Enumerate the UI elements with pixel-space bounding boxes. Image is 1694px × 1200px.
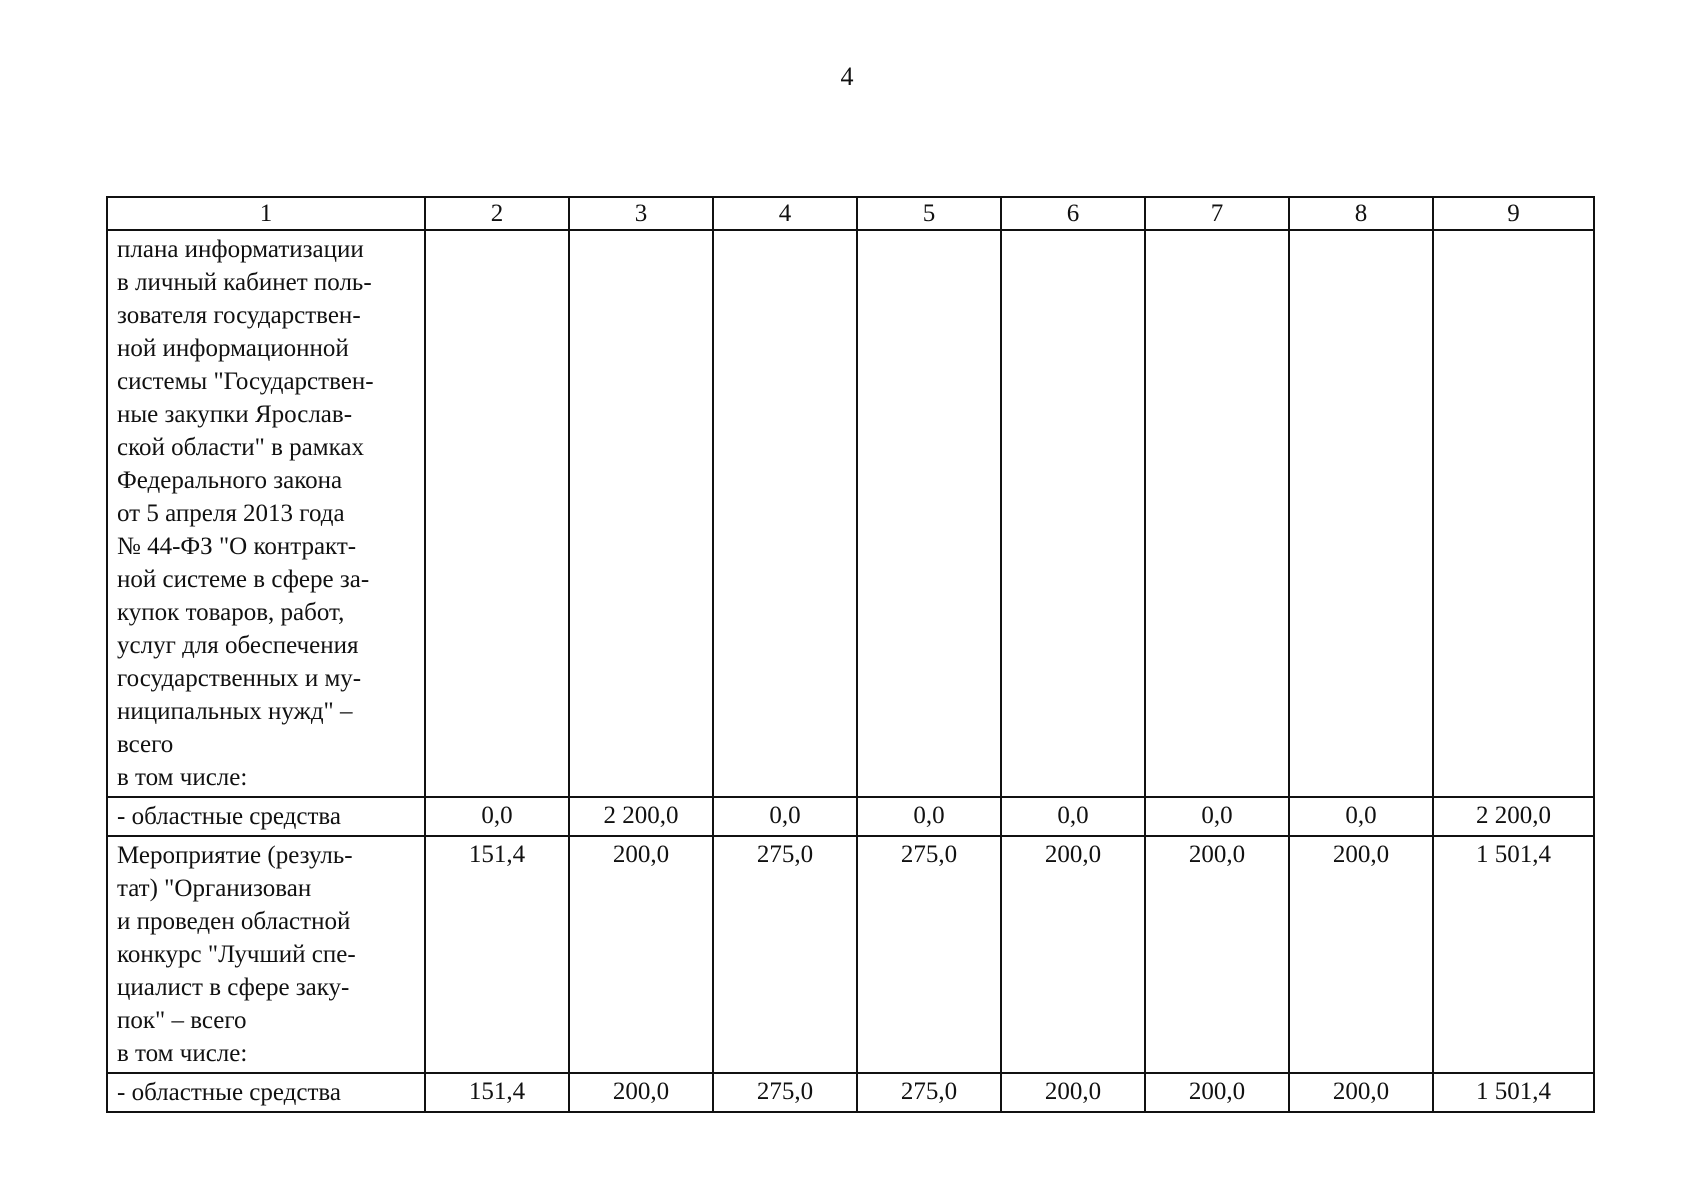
column-header: 3 [569, 197, 713, 230]
description-line: зователя государствен- [117, 302, 361, 329]
description-line: услуг для обеспечения [117, 632, 359, 659]
table-row [107, 797, 1594, 836]
value-cell: 1 501,4 [1433, 836, 1594, 1073]
value-cell: 275,0 [857, 1073, 1001, 1112]
description-line: - областные средства [117, 803, 341, 830]
column-header: 9 [1433, 197, 1594, 230]
row-description-cell [107, 1073, 425, 1112]
column-header: 8 [1289, 197, 1433, 230]
value-cell: 0,0 [425, 797, 569, 836]
column-header: 7 [1145, 197, 1289, 230]
page-number: 4 [840, 62, 854, 91]
value-cell: 151,4 [425, 1073, 569, 1112]
description-line: государственных и му- [117, 665, 362, 692]
row-description-cell [107, 230, 425, 797]
value-cell: 200,0 [569, 1073, 713, 1112]
value-cell: 0,0 [1289, 797, 1433, 836]
value-cell: 0,0 [1145, 797, 1289, 836]
description-line: купок товаров, работ, [117, 599, 345, 626]
header-row [107, 197, 1594, 230]
description-line: Мероприятие (резуль- [117, 842, 353, 869]
value-cell [1145, 230, 1289, 797]
value-cell [425, 230, 569, 797]
value-cell: 275,0 [713, 1073, 857, 1112]
value-cell [1289, 230, 1433, 797]
value-cell: 275,0 [713, 836, 857, 1073]
value-cell: 2 200,0 [569, 797, 713, 836]
value-cell: 200,0 [1289, 836, 1433, 1073]
value-cell: 2 200,0 [1433, 797, 1594, 836]
description-line: - областные средства [117, 1079, 341, 1106]
value-cell [569, 230, 713, 797]
table-row [107, 1073, 1594, 1112]
value-cell [1001, 230, 1145, 797]
row-description-cell [107, 797, 425, 836]
description-line: ной системе в сфере за- [117, 566, 370, 593]
value-cell: 151,4 [425, 836, 569, 1073]
column-header: 6 [1001, 197, 1145, 230]
value-cell: 200,0 [1145, 836, 1289, 1073]
value-cell: 0,0 [713, 797, 857, 836]
value-cell: 1 501,4 [1433, 1073, 1594, 1112]
description-line: в личный кабинет поль- [117, 269, 372, 296]
table-row [107, 836, 1594, 1073]
column-header: 1 [107, 197, 425, 230]
description-line: ниципальных нужд" – [117, 698, 353, 725]
value-cell: 200,0 [1289, 1073, 1433, 1112]
description-line: и проведен областной [117, 908, 351, 935]
value-cell [857, 230, 1001, 797]
description-line: пок" – всего [117, 1007, 247, 1034]
budget-table [106, 196, 1595, 1113]
description-line: в том числе: [117, 764, 248, 791]
value-cell: 200,0 [569, 836, 713, 1073]
description-line: тат) "Организован [117, 875, 312, 902]
column-header: 4 [713, 197, 857, 230]
table-row [107, 230, 1594, 797]
description-line: плана информатизации [117, 236, 364, 263]
description-line: в том числе: [117, 1040, 248, 1067]
description-line: ные закупки Ярослав- [117, 401, 353, 428]
description-line: Федерального закона [117, 467, 343, 494]
description-line: от 5 апреля 2013 года [117, 500, 345, 527]
row-description-cell [107, 836, 425, 1073]
value-cell: 200,0 [1001, 1073, 1145, 1112]
description-line: циалист в сфере заку- [117, 974, 350, 1001]
description-line: № 44-ФЗ "О контракт- [117, 533, 357, 560]
description-line: ной информационной [117, 335, 349, 362]
description-line: системы "Государствен- [117, 368, 374, 395]
description-line: ской области" в рамках [117, 434, 364, 461]
value-cell: 200,0 [1145, 1073, 1289, 1112]
value-cell [1433, 230, 1594, 797]
value-cell [713, 230, 857, 797]
value-cell: 0,0 [1001, 797, 1145, 836]
value-cell: 275,0 [857, 836, 1001, 1073]
description-line: всего [117, 731, 174, 758]
column-header: 5 [857, 197, 1001, 230]
value-cell: 0,0 [857, 797, 1001, 836]
description-line: конкурс "Лучший спе- [117, 941, 356, 968]
value-cell: 200,0 [1001, 836, 1145, 1073]
column-header: 2 [425, 197, 569, 230]
